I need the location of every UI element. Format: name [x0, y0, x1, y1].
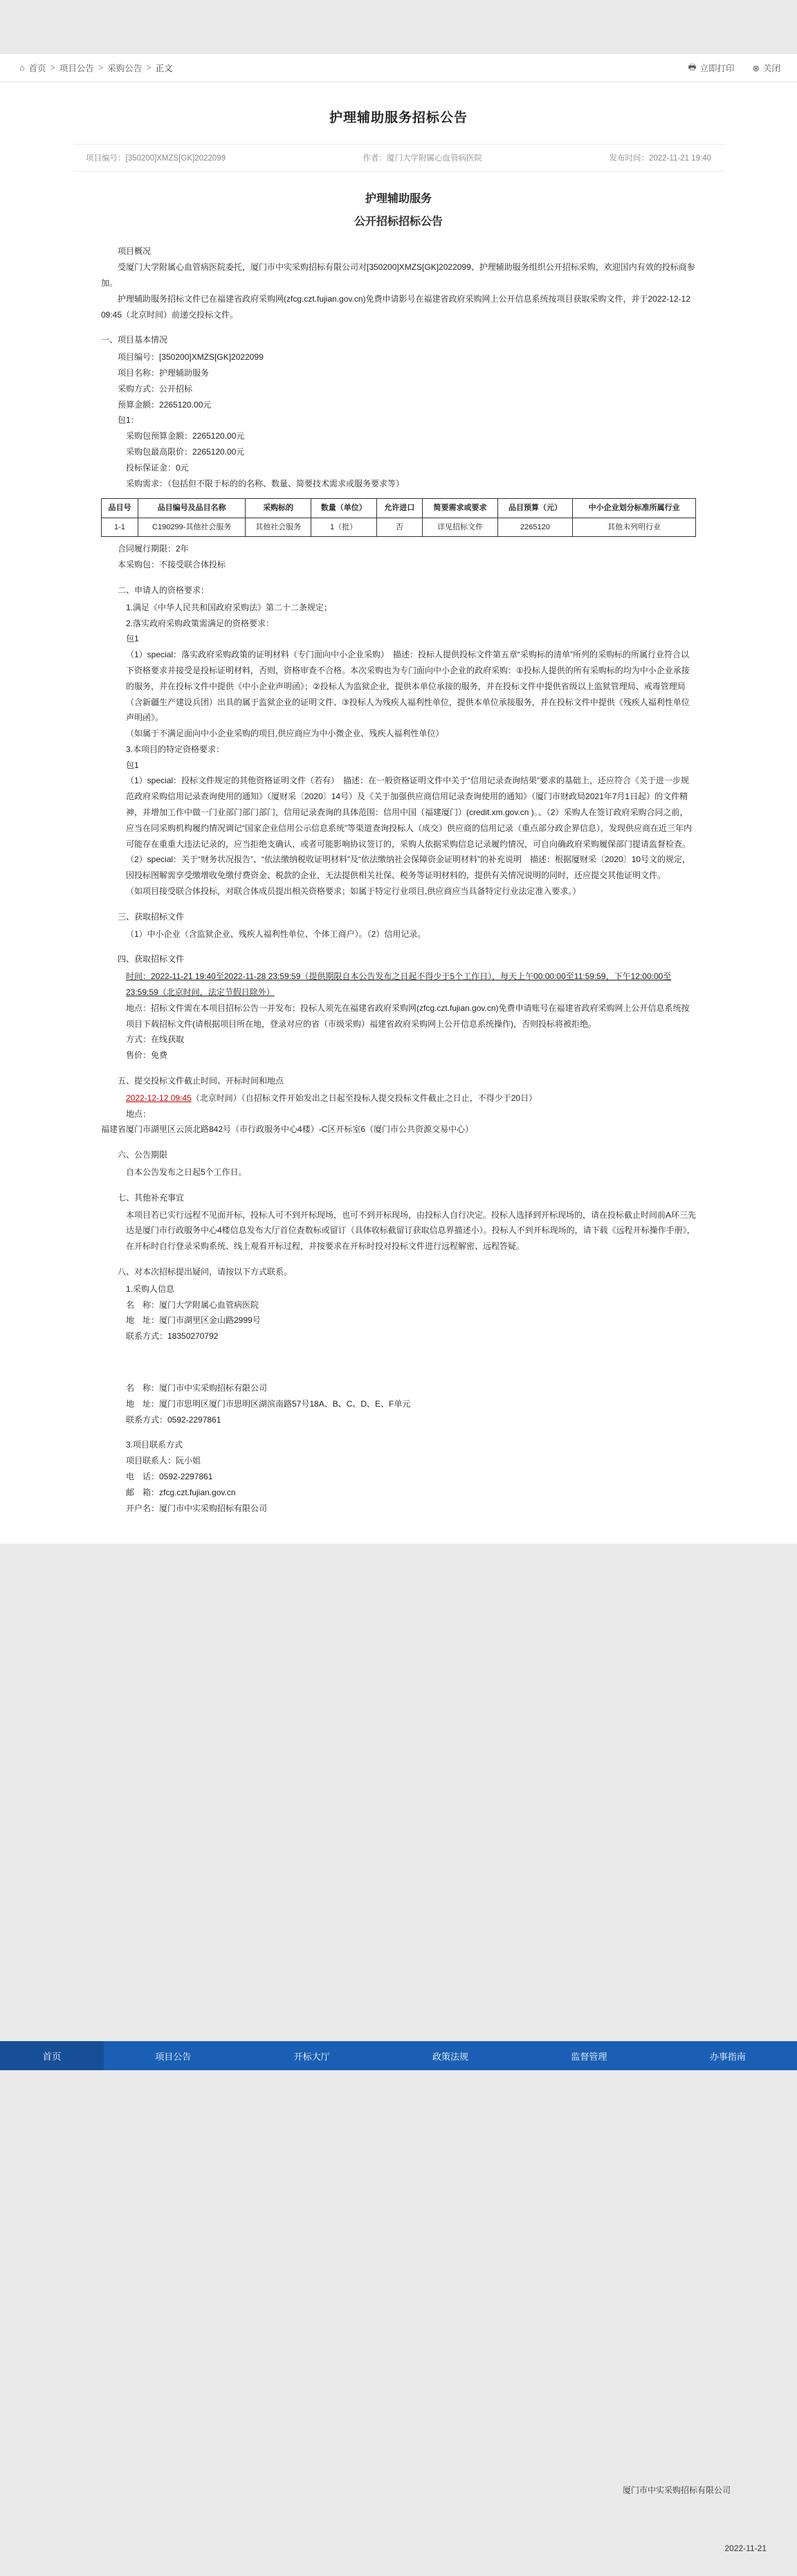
printer-icon: 🖶 [688, 62, 697, 72]
breadcrumb-separator: > [146, 63, 152, 73]
section-8-title: 八、对本次招标提出疑问，请按以下方式联系。 [118, 1267, 293, 1277]
section-1-package-line-3: 采购需求：（包括但不限于标的的名称、数量、简要技术需求或服务要求等） [126, 478, 405, 488]
section-4-line-2: 方式：在线获取 [126, 1034, 185, 1045]
section-2-paragraph-1: （如属于不满足面向中小企业采购的项目,供应商应为中小微企业、残疾人福利性单位） [126, 729, 444, 739]
table-cell-0-2: 其他社会服务 [246, 518, 311, 537]
nav-item-bid-hall[interactable]: 开标大厅 [293, 2051, 330, 2062]
section-5-deadline-date: 2022-12-12 09:45 [126, 1093, 192, 1103]
section-5-deadline [101, 1090, 696, 1106]
contract-period-note: 合同履行期限：2年 [118, 544, 189, 554]
section-1-title: 一、项目基本情况 [101, 335, 168, 345]
section-4-line-3: 售价：免费 [126, 1050, 168, 1061]
nav-item-supervision[interactable]: 监督管理 [571, 2051, 607, 2062]
contact-block-2-line-3: 开户名：厦门市中实采购招标有限公司 [126, 1503, 268, 1513]
meta-publish-value: 2022-11-21 19:40 [649, 154, 711, 163]
nav-item-guide[interactable]: 办事指南 [709, 2051, 746, 2062]
doc-heading-line2: 公开招标招标公告 [354, 216, 443, 228]
section-2-long-0: （1）special：投标文件规定的其他资格证明文件（若有） 描述：在一般资格证明文件中关于“信用记录查询结果”要求的基础上，还应符合《关于进一步规范政府采购信用记录查询使用的通知》（厦财采〔2020〕14号）及《关于加强供应商信用记录查询使用的通知》（厦门市财政局2021年7月1日起）的文件精神，并增加工作中做一门业部门部门部门，信用记录查询的具体范围：信用中国（福建厦门）(credit.xm.gov.cn )。、（2）采购人在签订政府采购合同之前，应当在同采购机构履约情况调记“国家企业信用公示信息系统”等渠道查询投标人（成交）供应商的信用记录（重点部分政企界信息），发现供应商在近三年内可能存在重重大违法记录的，应当拒绝支确认，或者可能影响协议签订的，采购人依据采购信息记录履约情况，可自向确政府采购履保部门提请监督检查。 [126, 776, 692, 849]
table-cell-0-6: 2265120 [497, 518, 572, 537]
section-3-title: 三、获取招标文件 [118, 911, 185, 922]
section-1-package-line-0: 采购包预算金额：2265120.00元 [126, 431, 245, 441]
contact-block-0-line-1: 地 址：厦门市湖里区金山路2999号 [126, 1315, 261, 1326]
table-cell-0-4: 否 [376, 518, 423, 537]
contact-block-0-line-0: 名 称：厦门大学附属心血管病医院 [126, 1299, 259, 1310]
overview-title: 项目概况 [118, 246, 152, 257]
table-header-cell-2: 采购标的 [246, 499, 311, 518]
table-header-cell-0: 品目号 [102, 499, 138, 518]
section-2-long-1: （2）special：关于“财务状况报告”、“依法缴纳税收证明材料”及“依法缴纳社会保障资金证明材料”的补充说明 描述：根据厦财采〔2020〕10号文的规定，因投标图解需享受缴增收免缴付费资金、税款的企业，无法提供相关社保、税务等证明材料的，提供有关情况说明的同时，还应提交其他证明文件。 [126, 855, 691, 881]
section-2-package-label: 包1 [126, 634, 139, 644]
contact-block-1-line-0: 名 称：厦门市中实采购招标有限公司 [126, 1382, 268, 1393]
page-title: 护理辅助服务招标公告 [329, 111, 468, 125]
overview-paragraph-1: 受厦门大学附属心血管病医院委托，厦门市中实采购招标有限公司对[350200]XMZS[GK]2022099、护理辅助服务组织公开招标采购，欢迎国内有效的投标商参加。 [101, 262, 695, 288]
close-icon: ⊗ [752, 63, 760, 73]
meta-publish-time [519, 152, 724, 163]
table-header-cell-7: 中小企业划分标准所属行业 [573, 499, 696, 518]
section-2-paragraph-0: （1）special：落实政府采购政策的证明材料（专门面向中小企业采购） 描述：投标人提供投标文件第五章“采购标的清单”所列的采购标的所属行业符合以下资格要求并接受是投标证明材料，否则，资格审查不合格。本次采购也为专门面向中小企业的政府采购：①投标人提供的所有采购标的均为中小企业承接的服务，并在投标文件中提供《中小企业声明函》；②投标人为监狱企业，提供本单位承接的服务，并在投标文件中提供省级以上监狱管理局、戒毒管理局（含新疆生产建设兵团）出具的属于监狱企业的证明文件、③投标人为残疾人福利性单位，提供本单位承接服务，并在投标文件中提供《残疾人福利性单位声明函》。 [126, 650, 690, 723]
meta-project-code [73, 152, 327, 163]
contact-block-2-title: 3.项目联系方式 [126, 1440, 183, 1450]
breadcrumb-bar [0, 54, 797, 82]
section-2-package-label-2: 包1 [126, 760, 139, 770]
breadcrumb-item-3: 正文 [155, 64, 173, 73]
close-label: 关闭 [762, 64, 780, 73]
contact-block-0-title: 1.采购人信息 [126, 1284, 175, 1294]
breadcrumb-item-0[interactable]: 首页 [28, 64, 46, 73]
footer-signature: 厦门市中实采购招标有限公司 [622, 2485, 731, 2495]
table-header-row [102, 499, 696, 518]
table-row [102, 518, 696, 537]
section-4-line-0: 时间：2022-11-21 19:40至2022-11-28 23:59:59（提供期限自本公告发布之日起不得少于5个工作日），每天上午00:00:00至11:59:59，下午12:00:00至23:59:59（北京时间，法定节假日除外） [126, 971, 672, 998]
close-button[interactable] [753, 62, 781, 74]
contact-block-0-line-2: 联系方式：18350270792 [126, 1331, 219, 1342]
nav-item-home[interactable]: 首页 [0, 2041, 104, 2070]
section-6-line: 自本公告发布之日起5个工作日。 [126, 1167, 247, 1178]
print-label: 立即打印 [699, 64, 735, 73]
table-cell-0-0: 1-1 [102, 518, 138, 537]
section-1-line-3: 预算金额：2265120.00元 [118, 399, 212, 410]
consortium-note: 本采购包：不接受联合体投标 [118, 560, 226, 570]
overview-paragraph-2: 护理辅助服务招标文件已在福建省政府采购网(zfcg.czt.fujian.gov.cn)免费申请影号在福建省政府采购网上公开信息系统按项目获取采购文件，并于2022-12-12 09:45（北京时间）前递交投标文件。 [101, 293, 690, 320]
section-1-line-0: 项目编号：[350200]XMZS[GK]2022099 [118, 352, 264, 363]
table-header-cell-1: 品目编号及品目名称 [138, 499, 245, 518]
nav-item-policy[interactable]: 政策法规 [432, 2051, 469, 2062]
topbar-actions [688, 61, 780, 75]
section-1-package-line-1: 采购包最高限价：2265120.00元 [126, 446, 245, 457]
procurement-table [101, 498, 696, 537]
contact-block-2-line-2: 邮 箱：zfcg.czt.fujian.gov.cn [126, 1487, 236, 1497]
contact-block-1-line-1: 地 址：厦门市思明区厦门市思明区湖滨南路57号18A、B、C、D、E、F单元 [126, 1398, 411, 1409]
section-5-address: 福建省厦门市湖里区云顶北路842号（市行政服务中心4楼）-C区开标室6（厦门市公共资源交易中心） [101, 1124, 474, 1135]
print-button[interactable] [688, 61, 735, 75]
nav-item-project-notice[interactable]: 项目公告 [155, 2051, 192, 2062]
table-header-cell-3: 数量（单位） [311, 499, 376, 518]
section-1-package-line-2: 投标保证金：0元 [126, 462, 189, 473]
document-sheet [0, 82, 797, 1544]
document-body [101, 172, 696, 1516]
contact-block-1-line-2: 联系方式：0592-2297861 [126, 1414, 221, 1425]
breadcrumb [19, 62, 173, 74]
table-header-cell-4: 允许进口 [376, 499, 423, 518]
table-cell-0-5: 详见招标文件 [423, 518, 497, 537]
section-4-line-1: 地点：招标文件需在本项目招标公告一并发布；投标人须先在福建省政府采购网(zfcg.czt.fujian.gov.cn)免费申请账号在福建省政府采购网上公开信息系统按项目下载招标文件(请根据项目所在地，登录对应的省（市级采购）福建省政府采购网上公开信息系统操作)，否则投标将被拒绝。 [126, 1003, 690, 1029]
meta-publish-label: 发布时间： [609, 154, 650, 163]
section-1-line-2: 采购方式：公开招标 [118, 383, 193, 394]
meta-author-label: 作者： [363, 154, 387, 163]
meta-author-value: 厦门大学附属心血管病医院 [387, 154, 483, 163]
section-5-address-label: 地点： [126, 1108, 152, 1119]
section-3-line-0: （1）中小企业（含监狱企业、残疾人福利性单位、个体工商户）。（2）信用记录。 [126, 929, 426, 939]
table-cell-0-7: 其他未列明行业 [573, 518, 696, 537]
breadcrumb-separator: > [98, 63, 104, 73]
doc-heading-line1: 护理辅助服务 [365, 193, 432, 205]
section-2-item-0: 1.满足《中华人民共和国政府采购法》第二十二条规定； [126, 602, 333, 612]
section-7-title: 七、其他补充事宜 [118, 1192, 185, 1203]
home-icon: ⌂ [19, 63, 25, 73]
table-header-cell-6: 品目预算（元） [497, 499, 572, 518]
meta-project-code-value: [350200]XMZS[GK]2022099 [125, 154, 226, 163]
document-meta [73, 144, 724, 172]
contact-block-2-line-1: 电 话：0592-2297861 [126, 1471, 213, 1481]
table-cell-0-1: C190299-其他社会服务 [138, 518, 245, 537]
contact-block-2-line-0: 项目联系人：阮小姐 [126, 1456, 201, 1466]
section-1-package-label: 包1： [118, 415, 139, 426]
section-5-deadline-tail: （北京时间）（自招标文件开始发出之日起至投标人提交投标文件截止之日止，不得少于20日） [191, 1093, 538, 1103]
breadcrumb-item-2[interactable]: 采购公告 [107, 64, 143, 73]
meta-project-code-label: 项目编号： [86, 154, 126, 163]
site-nav [0, 2041, 797, 2070]
breadcrumb-item-1[interactable]: 项目公告 [59, 64, 94, 73]
footer-date: 2022-11-21 [724, 2543, 767, 2553]
section-4-title: 四、获取招标文件 [118, 954, 185, 965]
table-cell-0-3: 1（批） [311, 518, 376, 537]
section-6-title: 六、公告期限 [118, 1150, 168, 1160]
meta-author [327, 152, 519, 163]
breadcrumb-separator: > [50, 63, 55, 73]
table-header-cell-5: 简要需求或要求 [423, 499, 497, 518]
section-1-line-1: 项目名称：护理辅助服务 [118, 367, 210, 378]
section-2-paragraph-2: 3.本项目的特定资格要求： [126, 744, 225, 754]
section-2-item-1: 2.落实政府采购政策需满足的资格要求： [126, 618, 275, 628]
section-7-line-0: 本项目若已实行远程不见面开标，投标人可不到开标现场，也可不到开标现场，由投标人自行决定。投标人选择到开标现场的，请在投标截止时间前A环三先达是厦门市行政服务中心4楼信息发布大厅首位查数标或留订（具体收标截留订获取信息界描述小）。投标人不到开标现场的，请下载《远程开标操作手册》，在开标时自行登录采购系统、线上观看开标过程，并按要求在开标时投对投标文件进行远程解密、远程答疑。 [126, 1209, 697, 1252]
section-2-long-2: （如项目接受联合体投标，对联合体成员提出相关资格要求；如属于特定行业项目,供应商应当具备特定行业法定准入要求。） [126, 886, 581, 897]
section-2-title: 二、申请人的资格要求： [118, 585, 210, 595]
section-5-title: 五、提交投标文件截止时间、开标时间和地点 [118, 1076, 284, 1086]
